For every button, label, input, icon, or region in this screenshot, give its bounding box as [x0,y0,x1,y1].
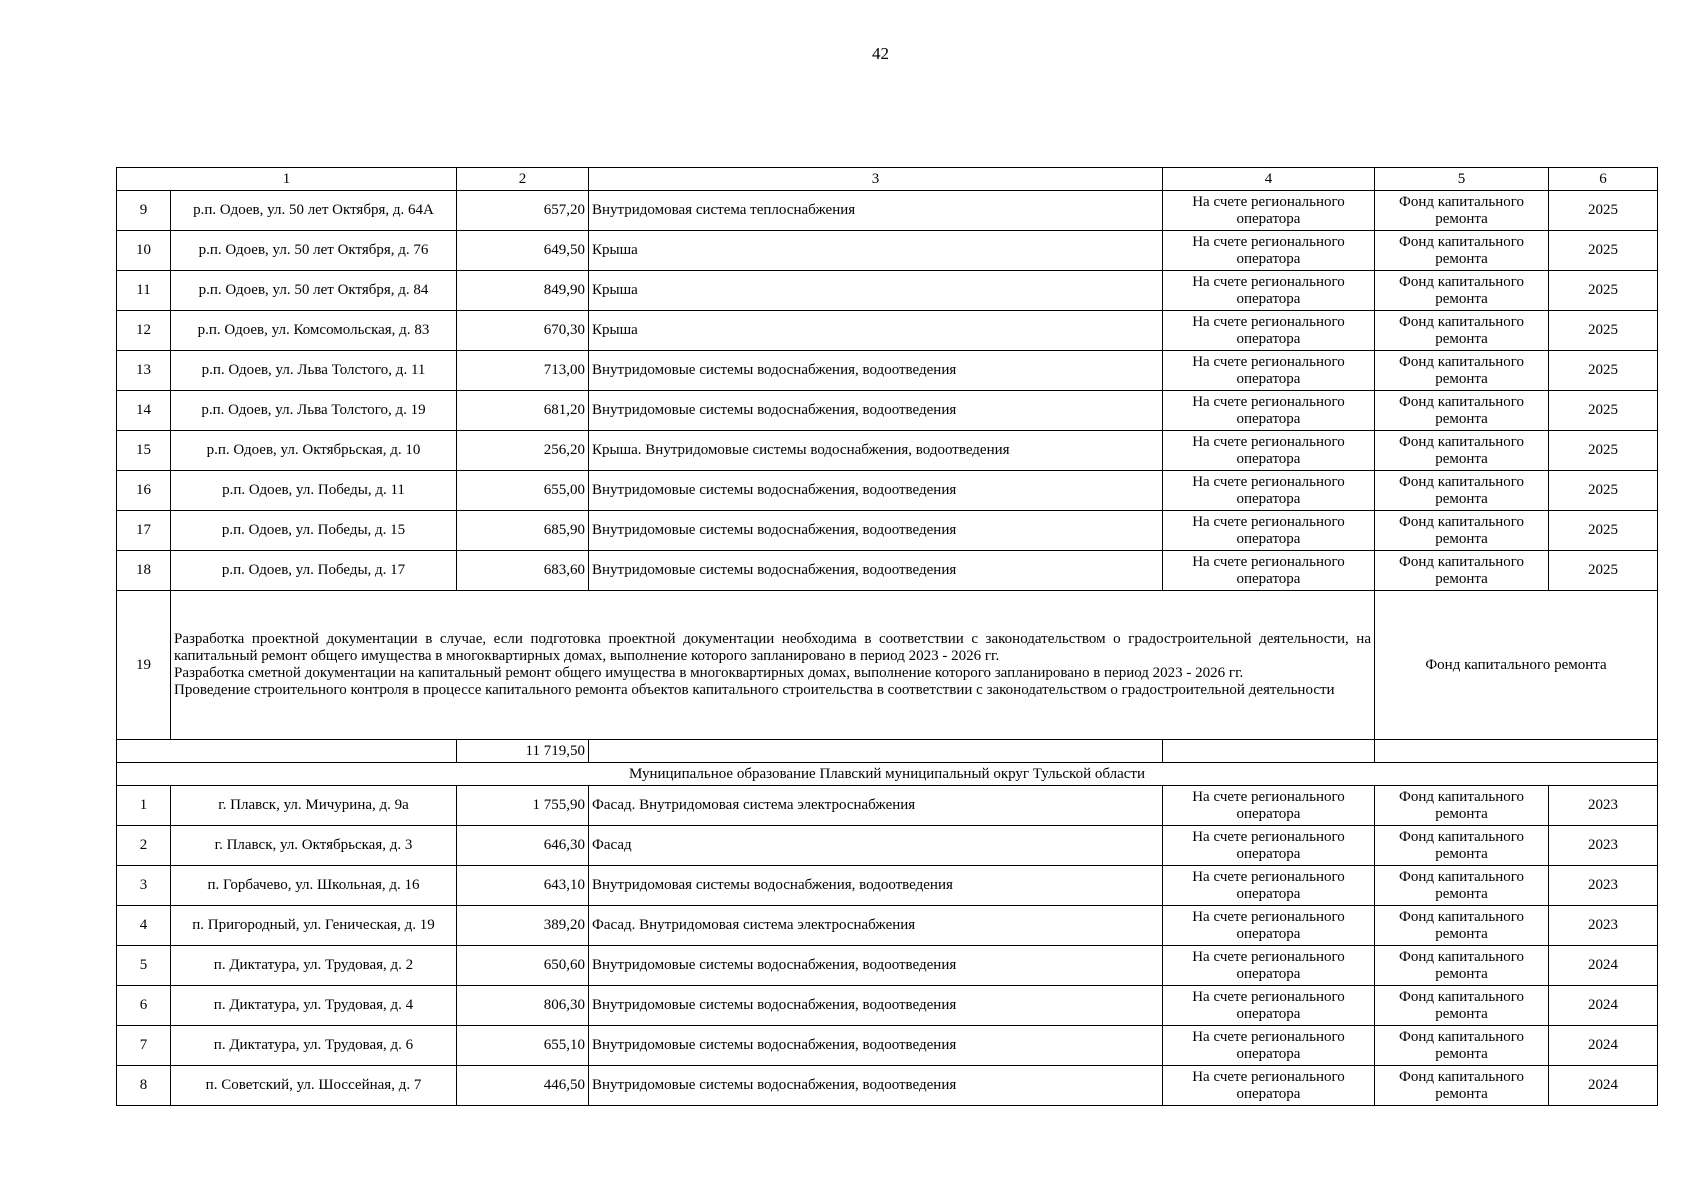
municipality-row [117,763,1658,786]
row-year: 2025 [1549,351,1658,391]
row-account: На счете регионального оператора [1163,191,1375,231]
row-number: 13 [117,351,171,391]
row-fund: Фонд капитального ремонта [1375,471,1549,511]
row-fund: Фонд капитального ремонта [1375,311,1549,351]
row-number: 16 [117,471,171,511]
row-work-type: Внутридомовые системы водоснабжения, водоотведения [589,946,1163,986]
table-row-19 [117,591,1658,740]
row-area: 683,60 [457,551,589,591]
table-row [117,826,1658,866]
row-number: 18 [117,551,171,591]
row-area: 650,60 [457,946,589,986]
row-number: 5 [117,946,171,986]
row19-paragraph-2: Разработка сметной документации на капитальный ремонт общего имущества в многоквартирных домах, выполнение которого запланировано в период 2023 - 2026 гг. [174,665,1244,681]
row-work-type: Крыша [589,271,1163,311]
row-work-type: Внутридомовые системы водоснабжения, водоотведения [589,551,1163,591]
table-row [117,231,1658,271]
capital-repair-table [116,167,1658,1106]
row-address: р.п. Одоев, ул. Победы, д. 17 [171,551,457,591]
header-col-5: 5 [1375,168,1549,191]
row-address: р.п. Одоев, ул. Комсомольская, д. 83 [171,311,457,351]
row-work-type: Крыша. Внутридомовые системы водоснабжения, водоотведения [589,431,1163,471]
row-account: На счете регионального оператора [1163,471,1375,511]
row-fund: Фонд капитального ремонта [1375,271,1549,311]
row-work-type: Крыша [589,311,1163,351]
row-fund: Фонд капитального ремонта [1375,866,1549,906]
row-fund: Фонд капитального ремонта [1375,231,1549,271]
row-number: 14 [117,391,171,431]
row-fund: Фонд капитального ремонта [1375,986,1549,1026]
row19-paragraph-1: Разработка проектной документации в случае, если подготовка проектной документации необходима в соответствии с законодательством о градостроительной деятельности, на капитальный ремонт общего имущества в многоквартирных домах, выполнение которого запланировано в период 2023 - 2026 гг. [174,631,1371,664]
row-fund: Фонд капитального ремонта [1375,551,1549,591]
row-year: 2024 [1549,946,1658,986]
row-year: 2025 [1549,271,1658,311]
table-row [117,431,1658,471]
row-number: 10 [117,231,171,271]
row-account: На счете регионального оператора [1163,391,1375,431]
row-account: На счете регионального оператора [1163,906,1375,946]
row-fund: Фонд капитального ремонта [1375,511,1549,551]
row-work-type: Фасад. Внутридомовая система электроснабжения [589,906,1163,946]
total-row [117,740,1658,763]
row-number: 9 [117,191,171,231]
row-year: 2025 [1549,191,1658,231]
row-address: п. Диктатура, ул. Трудовая, д. 2 [171,946,457,986]
row-number: 4 [117,906,171,946]
table-row [117,946,1658,986]
row-year: 2024 [1549,1026,1658,1066]
row-year: 2023 [1549,906,1658,946]
row-fund: Фонд капитального ремонта [1375,391,1549,431]
row-area: 446,50 [457,1066,589,1106]
header-col-2: 2 [457,168,589,191]
row-number: 7 [117,1026,171,1066]
row-area: 389,20 [457,906,589,946]
row-address: г. Плавск, ул. Мичурина, д. 9а [171,786,457,826]
row-account: На счете регионального оператора [1163,271,1375,311]
row-year: 2025 [1549,551,1658,591]
table-row [117,866,1658,906]
row-year: 2025 [1549,511,1658,551]
row-work-type: Внутридомовые системы водоснабжения, водоотведения [589,351,1163,391]
row-fund: Фонд капитального ремонта [1375,946,1549,986]
row19-fund: Фонд капитального ремонта [1375,591,1658,740]
row-area: 646,30 [457,826,589,866]
row-account: На счете регионального оператора [1163,1026,1375,1066]
row-account: На счете регионального оператора [1163,946,1375,986]
row-year: 2025 [1549,231,1658,271]
row-work-type: Внутридомовые системы водоснабжения, водоотведения [589,1026,1163,1066]
row-account: На счете регионального оператора [1163,511,1375,551]
row-fund: Фонд капитального ремонта [1375,1026,1549,1066]
row-work-type: Внутридомовые системы водоснабжения, водоотведения [589,986,1163,1026]
row-account: На счете регионального оператора [1163,986,1375,1026]
row-area: 657,20 [457,191,589,231]
row-area: 713,00 [457,351,589,391]
row-area: 670,30 [457,311,589,351]
row-work-type: Крыша [589,231,1163,271]
row-address: п. Советский, ул. Шоссейная, д. 7 [171,1066,457,1106]
table-row [117,511,1658,551]
row-account: На счете регионального оператора [1163,551,1375,591]
row-account: На счете регионального оператора [1163,311,1375,351]
row-year: 2024 [1549,986,1658,1026]
page-number: 42 [872,44,889,63]
row-area: 256,20 [457,431,589,471]
table-row [117,271,1658,311]
row-address: р.п. Одоев, ул. Победы, д. 11 [171,471,457,511]
row-work-type: Внутридомовая системы водоснабжения, водоотведения [589,866,1163,906]
row-area: 681,20 [457,391,589,431]
row-fund: Фонд капитального ремонта [1375,191,1549,231]
row-fund: Фонд капитального ремонта [1375,351,1549,391]
row-fund: Фонд капитального ремонта [1375,826,1549,866]
row-year: 2025 [1549,391,1658,431]
row-year: 2023 [1549,786,1658,826]
row-area: 655,00 [457,471,589,511]
total-area: 11 719,50 [457,740,589,763]
row-fund: Фонд капитального ремонта [1375,786,1549,826]
row-work-type: Внутридомовые системы водоснабжения, водоотведения [589,511,1163,551]
header-col-4: 4 [1163,168,1375,191]
header-row [117,168,1658,191]
table-row [117,786,1658,826]
row-year: 2023 [1549,826,1658,866]
municipality-title: Муниципальное образование Плавский муниципальный округ Тульской области [117,763,1658,786]
row-account: На счете регионального оператора [1163,351,1375,391]
total-empty-account [1163,740,1375,763]
row-account: На счете регионального оператора [1163,431,1375,471]
row-account: На счете регионального оператора [1163,826,1375,866]
header-col-1: 1 [117,168,457,191]
header-col-6: 6 [1549,168,1658,191]
row-area: 643,10 [457,866,589,906]
row-account: На счете регионального оператора [1163,866,1375,906]
row-address: г. Плавск, ул. Октябрьская, д. 3 [171,826,457,866]
table-row [117,471,1658,511]
row-number: 11 [117,271,171,311]
row-address: п. Горбачево, ул. Школьная, д. 16 [171,866,457,906]
table-row [117,311,1658,351]
row-address: р.п. Одоев, ул. 50 лет Октября, д. 84 [171,271,457,311]
total-label-cell [117,740,457,763]
row-number: 19 [117,591,171,740]
row-address: р.п. Одоев, ул. Победы, д. 15 [171,511,457,551]
row-fund: Фонд капитального ремонта [1375,906,1549,946]
row-number: 17 [117,511,171,551]
row-number: 8 [117,1066,171,1106]
row-address: п. Диктатура, ул. Трудовая, д. 4 [171,986,457,1026]
row-area: 1 755,90 [457,786,589,826]
row-year: 2025 [1549,311,1658,351]
row-area: 685,90 [457,511,589,551]
total-empty-work [589,740,1163,763]
row19-paragraph-3: Проведение строительного контроля в процессе капитального ремонта объектов капитального строительства в соответствии с законодательством о градостроительной деятельности [174,682,1335,698]
row-account: На счете регионального оператора [1163,1066,1375,1106]
table-row [117,906,1658,946]
row-work-type: Фасад. Внутридомовая система электроснабжения [589,786,1163,826]
row-account: На счете регионального оператора [1163,231,1375,271]
row-work-type: Внутридомовая система теплоснабжения [589,191,1163,231]
row-fund: Фонд капитального ремонта [1375,431,1549,471]
table-row [117,1066,1658,1106]
row-address: р.п. Одоев, ул. 50 лет Октября, д. 64А [171,191,457,231]
table-row [117,551,1658,591]
row-address: п. Пригородный, ул. Геническая, д. 19 [171,906,457,946]
row-area: 849,90 [457,271,589,311]
table-row [117,986,1658,1026]
row-fund: Фонд капитального ремонта [1375,1066,1549,1106]
row-work-type: Внутридомовые системы водоснабжения, водоотведения [589,1066,1163,1106]
row-year: 2024 [1549,1066,1658,1106]
row-work-type: Фасад [589,826,1163,866]
row-address: п. Диктатура, ул. Трудовая, д. 6 [171,1026,457,1066]
table-row [117,191,1658,231]
row-number: 6 [117,986,171,1026]
row-area: 655,10 [457,1026,589,1066]
row-year: 2025 [1549,431,1658,471]
row-work-type: Внутридомовые системы водоснабжения, водоотведения [589,391,1163,431]
row19-description [171,591,1375,740]
row-address: р.п. Одоев, ул. Октябрьская, д. 10 [171,431,457,471]
table-row [117,1026,1658,1066]
total-empty-fund [1375,740,1658,763]
row-work-type: Внутридомовые системы водоснабжения, водоотведения [589,471,1163,511]
row-year: 2023 [1549,866,1658,906]
row-area: 806,30 [457,986,589,1026]
header-col-3: 3 [589,168,1163,191]
row-address: р.п. Одоев, ул. Льва Толстого, д. 11 [171,351,457,391]
row-number: 12 [117,311,171,351]
row-number: 2 [117,826,171,866]
row-number: 1 [117,786,171,826]
row-number: 3 [117,866,171,906]
row-account: На счете регионального оператора [1163,786,1375,826]
row-number: 15 [117,431,171,471]
row-address: р.п. Одоев, ул. Льва Толстого, д. 19 [171,391,457,431]
row-year: 2025 [1549,471,1658,511]
row-address: р.п. Одоев, ул. 50 лет Октября, д. 76 [171,231,457,271]
table-row [117,391,1658,431]
table-row [117,351,1658,391]
row-area: 649,50 [457,231,589,271]
